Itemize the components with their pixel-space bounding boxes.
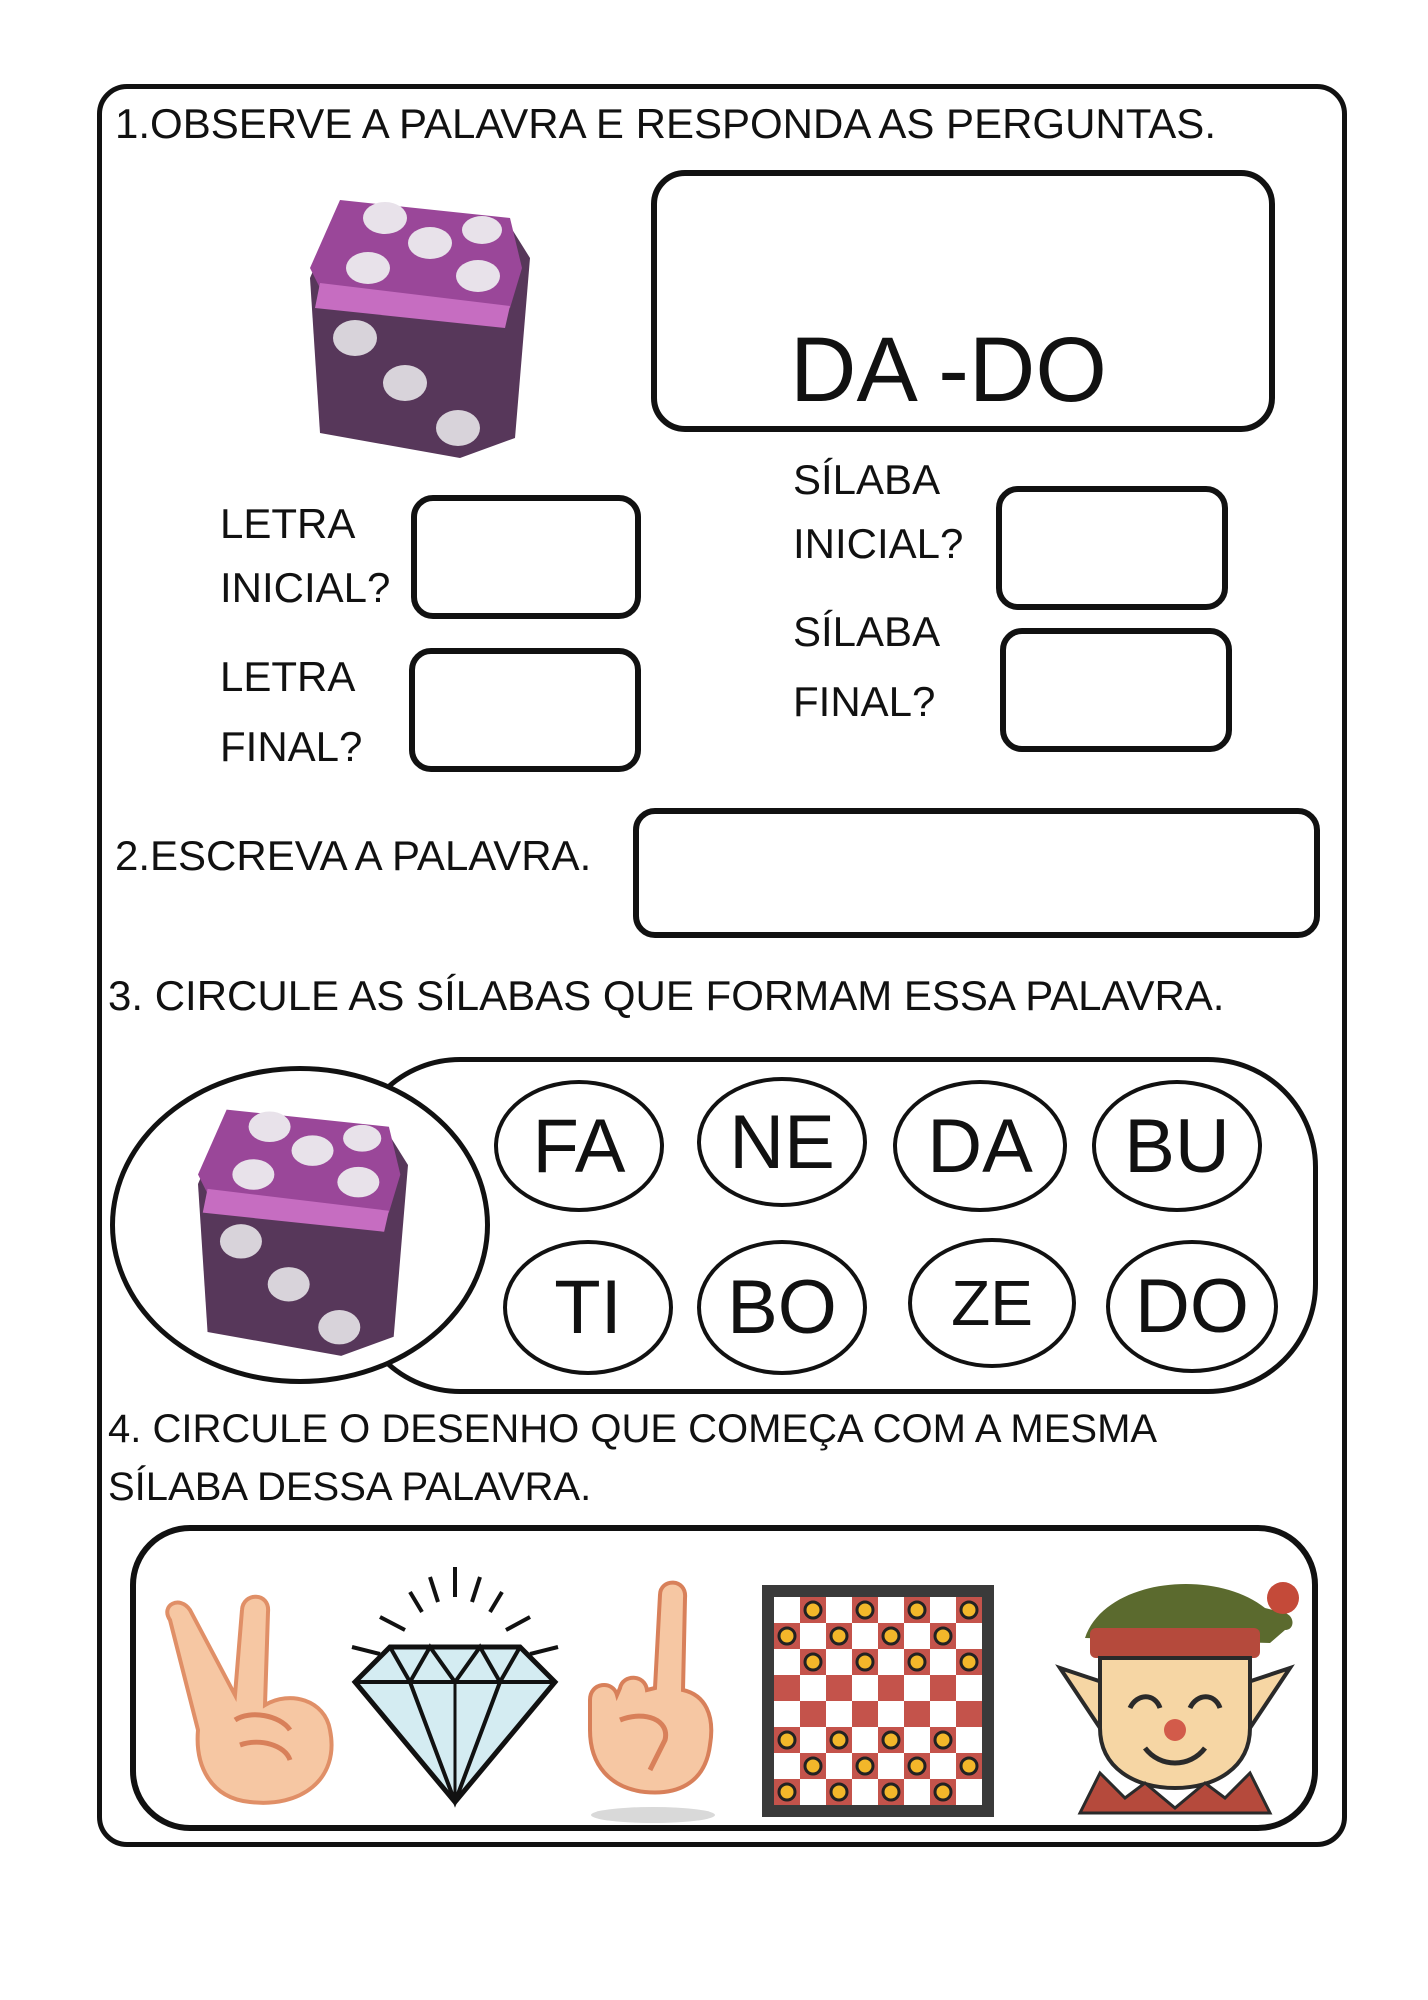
two-fingers-icon[interactable] <box>150 1580 350 1810</box>
letra-inicial-line1: LETRA <box>220 500 356 547</box>
letra-final-answer-box[interactable] <box>409 648 641 772</box>
letra-inicial-label <box>220 492 390 620</box>
question-1-title: 1.OBSERVE A PALAVRA E RESPONDA AS PERGUNTAS. <box>115 100 1216 147</box>
syllable-option[interactable]: BO <box>697 1240 867 1375</box>
checkers-board-icon[interactable] <box>762 1585 994 1817</box>
question-4-line2: SÍLABA DESSA PALAVRA. <box>108 1465 592 1509</box>
diamond-icon[interactable] <box>330 1562 580 1812</box>
letra-final-line1: LETRA <box>220 653 356 700</box>
question-2-title: 2.ESCREVA A PALAVRA. <box>115 832 592 879</box>
silaba-final-label <box>793 600 940 734</box>
syllable-option[interactable]: BU <box>1092 1080 1262 1212</box>
silaba-final-answer-box[interactable] <box>1000 628 1232 752</box>
silaba-inicial-label <box>793 448 963 576</box>
letra-inicial-line2: INICIAL? <box>220 564 391 611</box>
dice-icon <box>198 1098 408 1356</box>
syllable-option[interactable]: DO <box>1106 1240 1278 1373</box>
question-4-line1: 4. CIRCULE O DESENHO QUE COMEÇA COM A MESMA <box>108 1407 1158 1451</box>
question-4-title <box>108 1400 1157 1516</box>
silaba-inicial-line2: INICIAL? <box>793 520 964 567</box>
dice-icon <box>310 188 530 458</box>
letra-final-label <box>220 645 362 779</box>
one-finger-icon[interactable] <box>575 1570 725 1825</box>
syllable-option[interactable]: ZE <box>908 1238 1076 1368</box>
syllable-option[interactable]: DA <box>893 1080 1067 1212</box>
word-display: DA -DO <box>790 319 1107 421</box>
syllable-option[interactable]: TI <box>503 1240 673 1375</box>
elf-icon[interactable] <box>1045 1568 1305 1823</box>
silaba-inicial-answer-box[interactable] <box>996 486 1228 610</box>
write-word-answer-box[interactable] <box>633 808 1320 938</box>
letra-final-line2: FINAL? <box>220 723 363 770</box>
silaba-final-line2: FINAL? <box>793 678 936 725</box>
letra-inicial-answer-box[interactable] <box>411 495 641 619</box>
syllable-option[interactable]: NE <box>697 1077 867 1207</box>
silaba-inicial-line1: SÍLABA <box>793 456 941 503</box>
question-3-title: 3. CIRCULE AS SÍLABAS QUE FORMAM ESSA PALAVRA. <box>108 972 1225 1019</box>
silaba-final-line1: SÍLABA <box>793 608 941 655</box>
syllable-option[interactable]: FA <box>494 1080 664 1212</box>
